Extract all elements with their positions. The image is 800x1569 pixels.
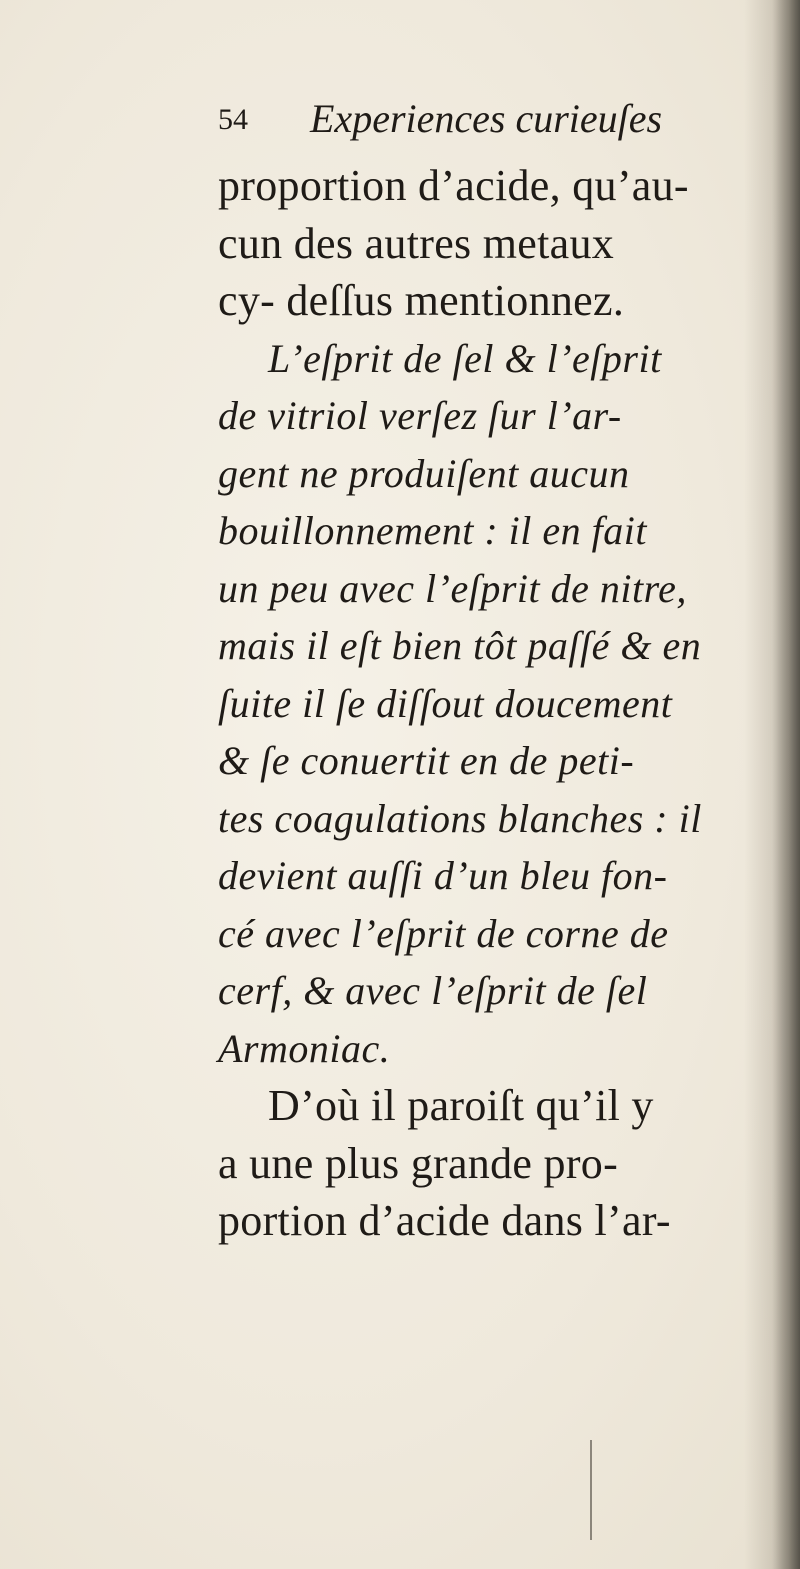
- text-line: cerf, & avec l’eſprit de ſel: [218, 968, 648, 1013]
- text-line: mais il eſt bien tôt paſſé & en: [218, 623, 702, 668]
- text-line: bouillonnement : il en fait: [218, 508, 647, 553]
- ink-bleed-mark: [590, 1440, 592, 1540]
- text-line: & ſe conuertit en de peti-: [218, 738, 635, 783]
- text-line: D’où il paroiſt qu’il y: [268, 1081, 654, 1130]
- text-line: devient auſſi d’un bleu fon-: [218, 853, 668, 898]
- text-line: portion d’acide dans l’ar-: [218, 1196, 671, 1245]
- text-line: cy- deſſus mentionnez.: [218, 276, 625, 325]
- text-line: tes coagulations blanches : il: [218, 795, 702, 841]
- page-header: [218, 95, 778, 157]
- text-line: cun des autres metaux: [218, 218, 615, 268]
- text-line: L’eſprit de ſel & l’eſprit: [268, 335, 662, 381]
- text-line: ſuite il ſe diſſout doucement: [218, 680, 673, 726]
- text-line: Armoniac.: [218, 1025, 391, 1071]
- text-line: de vitriol verſez ſur l’ar-: [218, 393, 622, 438]
- text-line: cé avec l’eſprit de corne de: [218, 910, 669, 956]
- running-title: Experiences curieuſes: [310, 96, 663, 141]
- text-line: a une plus grande pro-: [218, 1138, 619, 1188]
- page-text: [218, 95, 778, 1250]
- page-number: 54: [218, 103, 248, 136]
- text-line: proportion d’acide, qu’au-: [218, 161, 689, 210]
- text-line: un peu avec l’eſprit de nitre,: [218, 565, 687, 611]
- text-line: gent ne produiſent aucun: [218, 450, 630, 496]
